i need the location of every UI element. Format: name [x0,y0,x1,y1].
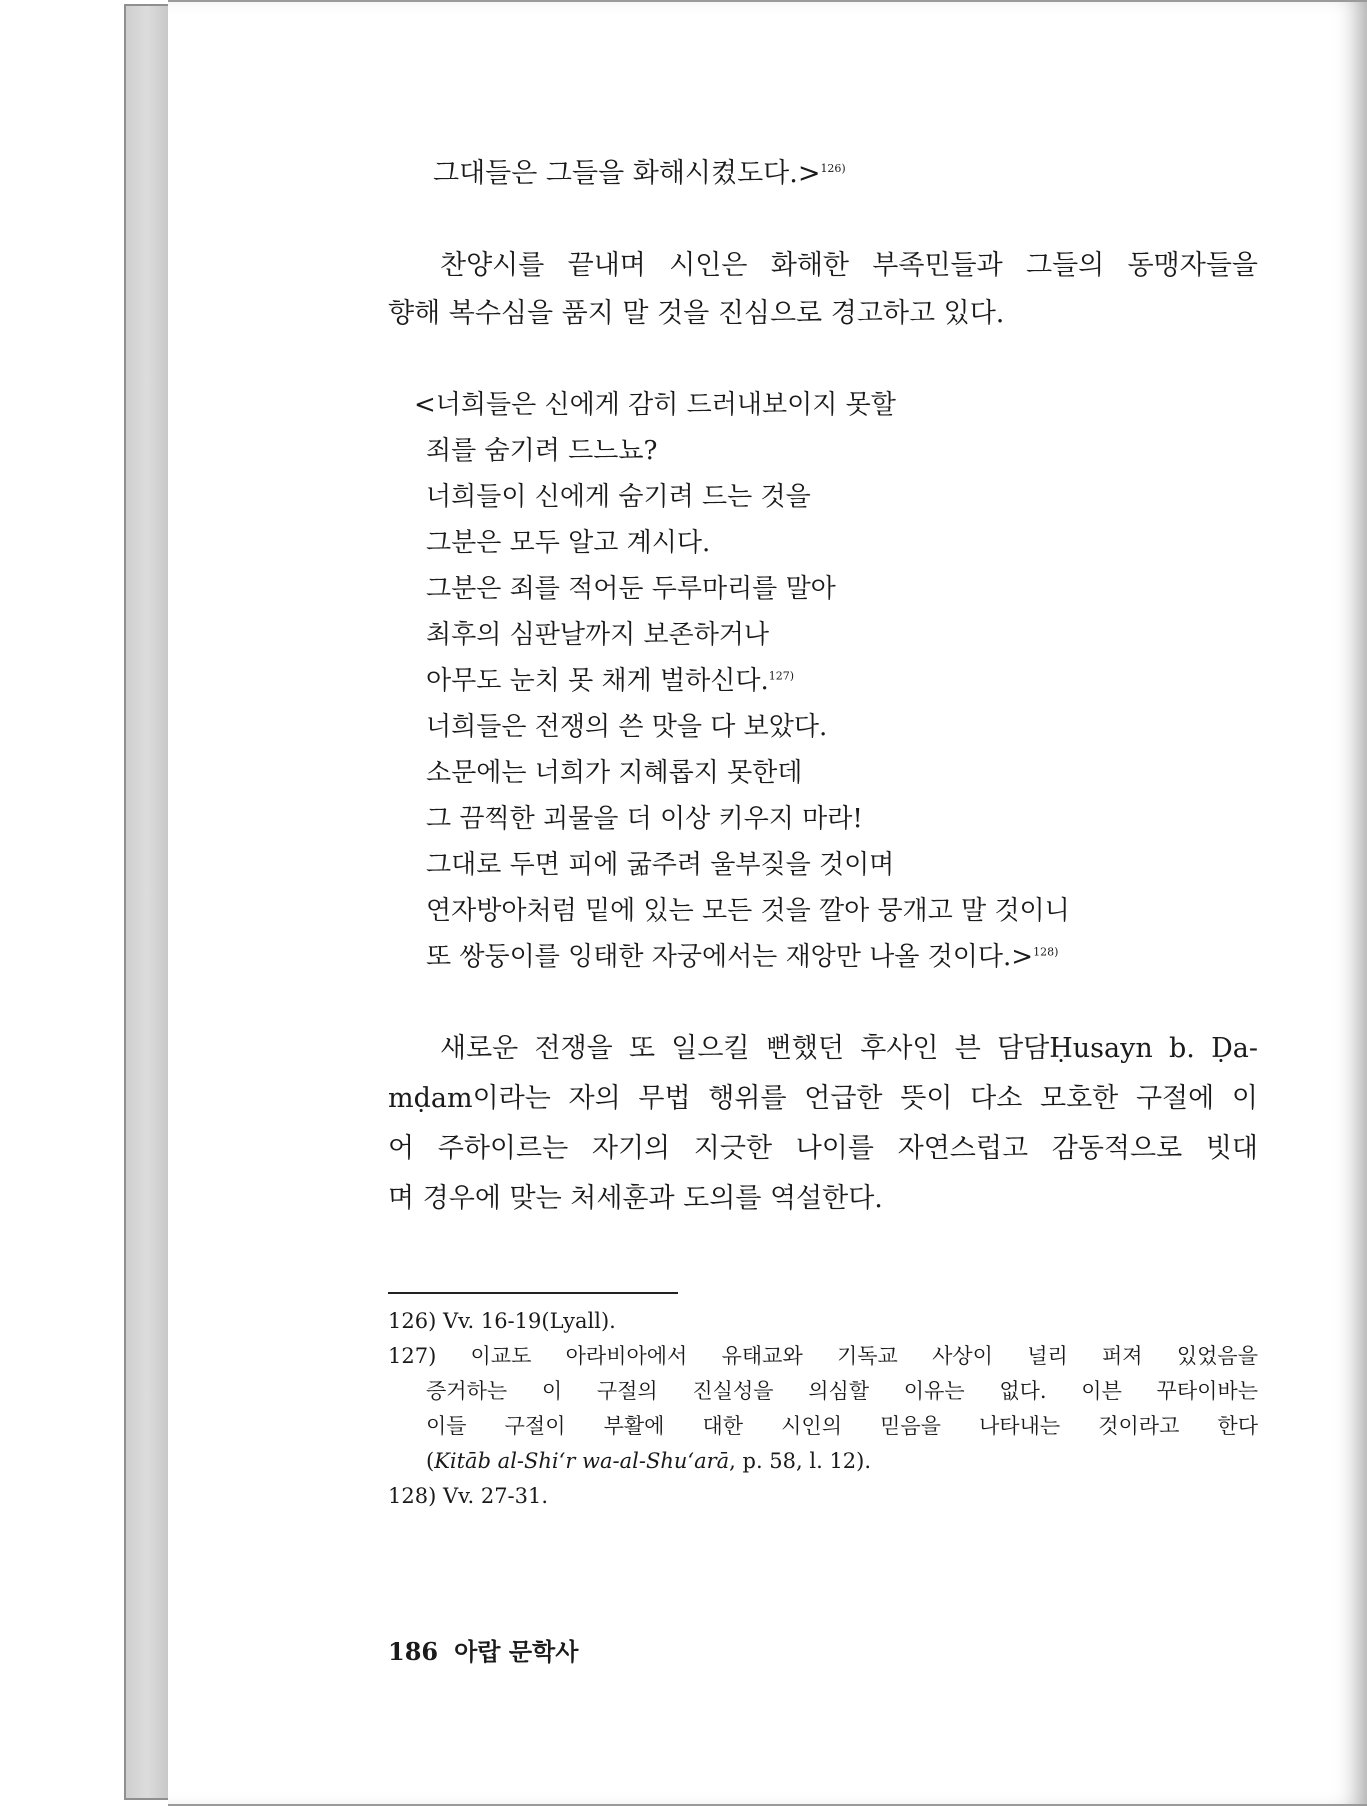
page-footer [388,1632,594,1667]
footnote-ref-128: 128) [1033,945,1059,959]
paragraph-line: 어 주하이르는 자기의 지긋한 나이를 자연스럽고 감동적으로 빗대 [388,1133,1258,1164]
footnote-128: 128) Vv. 27-31. [388,1484,549,1508]
book-title: 아랍 문학사 [454,1637,579,1666]
poem-line: 너희들이 신에게 숨기려 드는 것을 [426,482,811,512]
footnote-127-line: 이들 구절이 부활에 대한 시인의 믿음을 나타내는 것이라고 한다 [426,1414,1258,1438]
footnotes [388,1304,1258,1514]
paragraph-line: 찬양시를 끝내며 시인은 화해한 부족민들과 그들의 동맹자들을 [440,250,1258,281]
footnote-ref-127: 127) [768,669,795,683]
poem-line: 최후의 심판날까지 보존하거나 [426,620,770,650]
poem-line: 죄를 숨기려 드느뇨? [426,436,658,466]
poem-line-with-note [426,934,1258,980]
poem-quote [414,382,1258,980]
footnote-127-citation [388,1444,1258,1479]
citation-title: Kitāb al-Shi‘r wa-al-Shu‘arā [434,1449,730,1473]
poem-line: 그대로 두면 피에 굶주려 울부짖을 것이며 [426,850,895,880]
poem-line-with-note [426,658,1258,704]
page-content [388,150,1258,1514]
poem-line: 그분은 모두 알고 계시다. [426,528,711,558]
poem-line: <너희들은 신에게 감히 드러내보이지 못할 [414,390,896,420]
citation-open: ( [426,1449,435,1473]
verse-closing-text: 그대들은 그들을 화해시켰도다.> [433,158,821,189]
footnote-ref-126: 126) [820,162,846,175]
book-spine [124,4,170,1800]
footnote-126: 126) Vv. 16-19(Lyall). [388,1309,616,1333]
footnote-divider [388,1292,678,1294]
poem-line: 연자방아처럼 밑에 있는 모든 것을 깔아 뭉개고 말 것이니 [426,896,1070,926]
citation-rest: , p. 58, l. 12). [729,1449,872,1473]
footnote-127-line: 증거하는 이 구절의 진실성을 의심할 이유는 없다. 이븐 꾸타이바는 [426,1379,1258,1403]
poem-line: 너희들은 전쟁의 쓴 맛을 다 보았다. [426,712,828,742]
paragraph-commentary [388,1024,1258,1224]
poem-line: 소문에는 너희가 지혜롭지 못한데 [426,758,803,788]
poem-line: 또 쌍둥이를 잉태한 자궁에서는 재앙만 나올 것이다.> [426,942,1034,972]
poem-line: 그분은 죄를 적어둔 두루마리를 말아 [426,574,836,604]
paragraph-line: 향해 복수심을 품지 말 것을 진심으로 경고하고 있다. [388,298,1005,329]
poem-line: 아무도 눈치 못 채게 벌하신다. [426,666,769,696]
paragraph-line: 새로운 전쟁을 또 일으킬 뻔했던 후사인 븐 담담Ḥusayn b. Ḍa- [440,1033,1258,1064]
poem-line: 그 끔찍한 괴물을 더 이상 키우지 마라! [426,804,863,834]
footnote-127-line: 127) 이교도 아라비아에서 유태교와 기독교 사상이 널리 퍼져 있었음을 [388,1344,1258,1368]
paragraph-intro [388,242,1258,338]
page-number: 186 [388,1637,439,1666]
paragraph-line: 며 경우에 맞는 처세훈과 도의를 역설한다. [388,1183,883,1214]
paragraph-line: mḍam이라는 자의 무법 행위를 언급한 뜻이 다소 모호한 구절에 이 [388,1083,1258,1114]
verse-closing-line [433,150,1258,198]
